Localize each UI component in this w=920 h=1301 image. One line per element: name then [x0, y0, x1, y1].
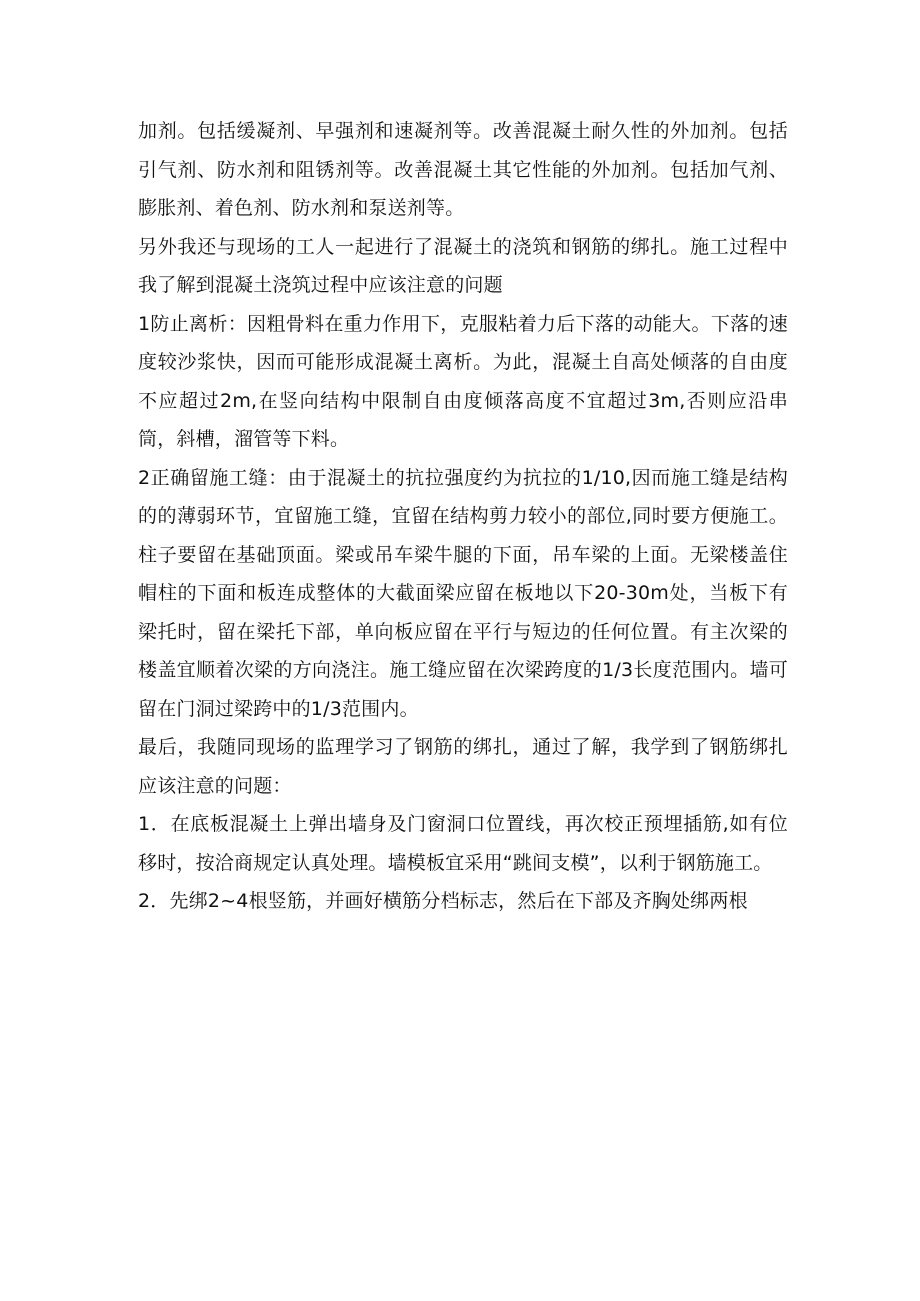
paragraph-rebar-step-2: 2．先绑2~4根竖筋，并画好横筋分档标志，然后在下部及齐胸处绑两根 — [138, 890, 748, 912]
paragraph-rebar-intro: 最后，我随同现场的监理学习了钢筋的绑扎，通过了解，我学到了钢筋绑扎应该注意的问题： — [138, 736, 788, 797]
paragraph-admixture-types: 加剂。包括缓凝剂、早强剂和速凝剂等。改善混凝土耐久性的外加剂。包括引气剂、防水剂和阻锈剂等。改善混凝土其它性能的外加剂。包括加气剂、膨胀剂、着色剂、防水剂和泵送剂等。 — [138, 120, 788, 219]
paragraph-site-work-intro: 另外我还与现场的工人一起进行了混凝土的浇筑和钢筋的绑扎。施工过程中我了解到混凝土浇筑过程中应该注意的问题 — [138, 235, 788, 296]
paragraph-construction-joints: 2正确留施工缝：由于混凝土的抗拉强度约为抗拉的1/10,因而施工缝是结构的的薄弱环节，宜留施工缝，宜留在结构剪力较小的部位,同时要方便施工。柱子要留在基础顶面。梁或吊车梁牛腿的下面，吊车梁的上面。无梁楼盖住帽柱的下面和板连成整体的大截面梁应留在板地以下20-30m处，当板下有梁托时，留在梁托下部，单向板应留在平行与短边的任何位置。有主次梁的楼盖宜顺着次梁的方向浇注。施工缝应留在次梁跨度的1/3长度范围内。墙可留在门洞过梁跨中的1/3范围内。 — [138, 466, 788, 720]
document-page — [138, 112, 788, 921]
paragraph-prevent-segregation: 1防止离析：因粗骨料在重力作用下，克服粘着力后下落的动能大。下落的速度较沙浆快，因而可能形成混凝土离析。为此，混凝土自高处倾落的自由度不应超过2m,在竖向结构中限制自由度倾落高度不宜超过3m,否则应沿串筒，斜槽，溜管等下料。 — [138, 312, 788, 450]
paragraph-rebar-step-1: 1．在底板混凝土上弹出墙身及门窗洞口位置线，再次校正预埋插筋,如有位移时，按洽商规定认真处理。墙模板宜采用“跳间支模”，以利于钢筋施工。 — [138, 813, 788, 874]
